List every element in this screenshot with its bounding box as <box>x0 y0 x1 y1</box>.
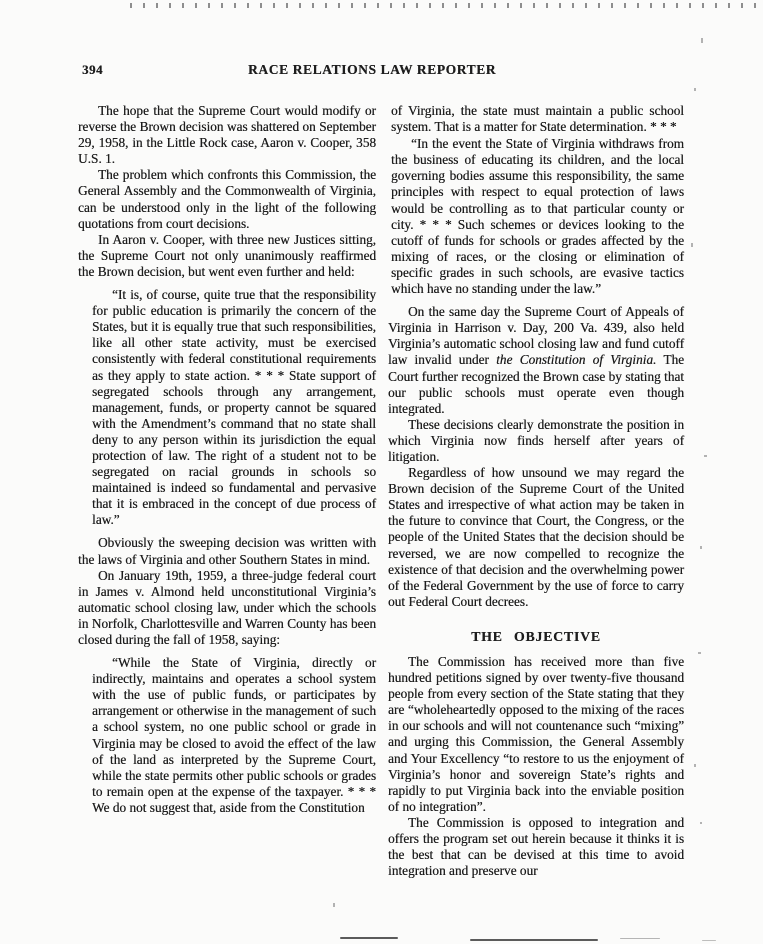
scan-speck <box>694 764 696 767</box>
paragraph: The hope that the Supreme Court would modify or reverse the Brown decision was shattered on September 29, 1958, in the Little Rock case, Aaron v. Cooper, 358 U.S. 1. <box>78 103 376 167</box>
block-quote: “In the event the State of Virginia withdraws from the business of educating its children, and the local governing bodies assume this responsibility, the same principles with respect to equal protection of laws would be controlling as to that particular county or city. * * * Such schemes or devices looking to the cutoff of funds for schools or grades affected by the mixing of races, or the closing or elimination of specific grades in such schools, are evasive tactics which have no standing under the law.” <box>391 136 684 297</box>
scan-smudge <box>340 937 398 939</box>
paragraph-text: The Court further recognized the Brown case by stating that our public schools must operate even though integrated. <box>388 352 684 416</box>
paragraph: The Commission is opposed to integration and offers the program set out herein because it thinks it is the best that can be devised at this time to avoid integration and preserve our <box>388 814 684 879</box>
paragraph-text: On the same day the Supreme Court of Appeals of Virginia in Harrison v. Day, 200 Va. 439, also held Virginia’s automatic school closing law and fund cutoff law invalid under <box>388 304 684 368</box>
right-column <box>388 103 684 879</box>
section-heading: THE OBJECTIVE <box>471 628 601 644</box>
paragraph: In Aaron v. Cooper, with three new Justices sitting, the Supreme Court not only unanimously reaffirmed the Brown decision, but went even further and held: <box>78 231 376 279</box>
scan-speck <box>333 903 335 907</box>
paragraph: These decisions clearly demonstrate the position in which Virginia now finds herself after years of litigation. <box>388 416 684 464</box>
block-quote: “It is, of course, quite true that the responsibility for public education is primarily the concern of the States, but it is equally true that such responsibilities, like all other state activity, must be exercised consistently with federal constitutional requirements as they apply to state action. * * * State support of segregated schools through any arrangement, management, funds, or property cannot be squared with the Amendment’s command that no state shall deny to any person within its jurisdiction the equal protection of law. The right of a student not to be segregated on racial grounds in schools so maintained is indeed so fundamental and pervasive that it is embraced in the concept of due process of law.” <box>92 287 376 528</box>
page-number: 394 <box>82 62 103 77</box>
block-quote: “While the State of Virginia, directly or indirectly, maintains and operates a school system with the use of public funds, or participates by arrangement or otherwise in the management of such a school system, no one public school or grade in Virginia may be closed to avoid the effect of the law of the land as interpreted by the Supreme Court, while the state permits other public schools or grades to remain open at the expense of the taxpayer. * * * We do not suggest that, aside from the Constitution <box>92 655 376 815</box>
paragraph <box>388 304 684 417</box>
scan-speck <box>701 38 703 43</box>
block-quote-continuation: of Virginia, the state must maintain a public school system. That is a matter for State determination. * * * <box>391 103 684 135</box>
scan-speck <box>700 546 702 549</box>
scan-speck <box>698 652 701 654</box>
scan-speck <box>700 822 702 824</box>
scan-dotted-edge <box>130 3 763 8</box>
scan-speck <box>704 455 707 457</box>
paragraph: Regardless of how unsound we may regard the Brown decision of the Supreme Court of the United States and irrespective of what action may be taken in the future to convince that Court, the Congress, or the people of the United States that the decision should be reversed, we are now compelled to recognize the existence of that decision and the overwhelming power of the Federal Government by the use of force to carry out Federal Court decrees. <box>388 465 684 609</box>
scan-smudge <box>620 938 660 939</box>
paragraph: Obviously the sweeping decision was written with the laws of Virginia and other Southern States in mind. <box>78 535 376 567</box>
left-column <box>78 103 376 823</box>
paragraph: The Commission has received more than five hundred petitions signed by over twenty-five thousand people from every section of the State stating that they are “wholeheartedly opposed to the mixing of the races in our schools and will not countenance such “mixing” and urging this Commission, the General Assembly and Your Excellency “to restore to us the enjoyment of Virginia’s honor and sovereign State’s rights and rapidly to put Virginia back into the enviable position of no integration”. <box>388 654 684 814</box>
running-header-title: RACE RELATIONS LAW REPORTER <box>248 62 497 77</box>
paragraph: The problem which confronts this Commission, the General Assembly and the Commonwealth of Virginia, can be understood only in the light of the following quotations from court decisions. <box>78 167 376 231</box>
scan-smudge <box>470 939 598 941</box>
paragraph: On January 19th, 1959, a three-judge federal court in James v. Almond held unconstitutional Virginia’s automatic school closing law, under which the schools in Norfolk, Charlottesville and Warren County has been closed during the fall of 1958, saying: <box>78 567 376 647</box>
italic-citation: the Constitution of Virginia. <box>496 352 657 368</box>
scan-speck <box>694 88 696 91</box>
scan-smudge <box>702 940 716 941</box>
scan-speck <box>691 243 693 247</box>
